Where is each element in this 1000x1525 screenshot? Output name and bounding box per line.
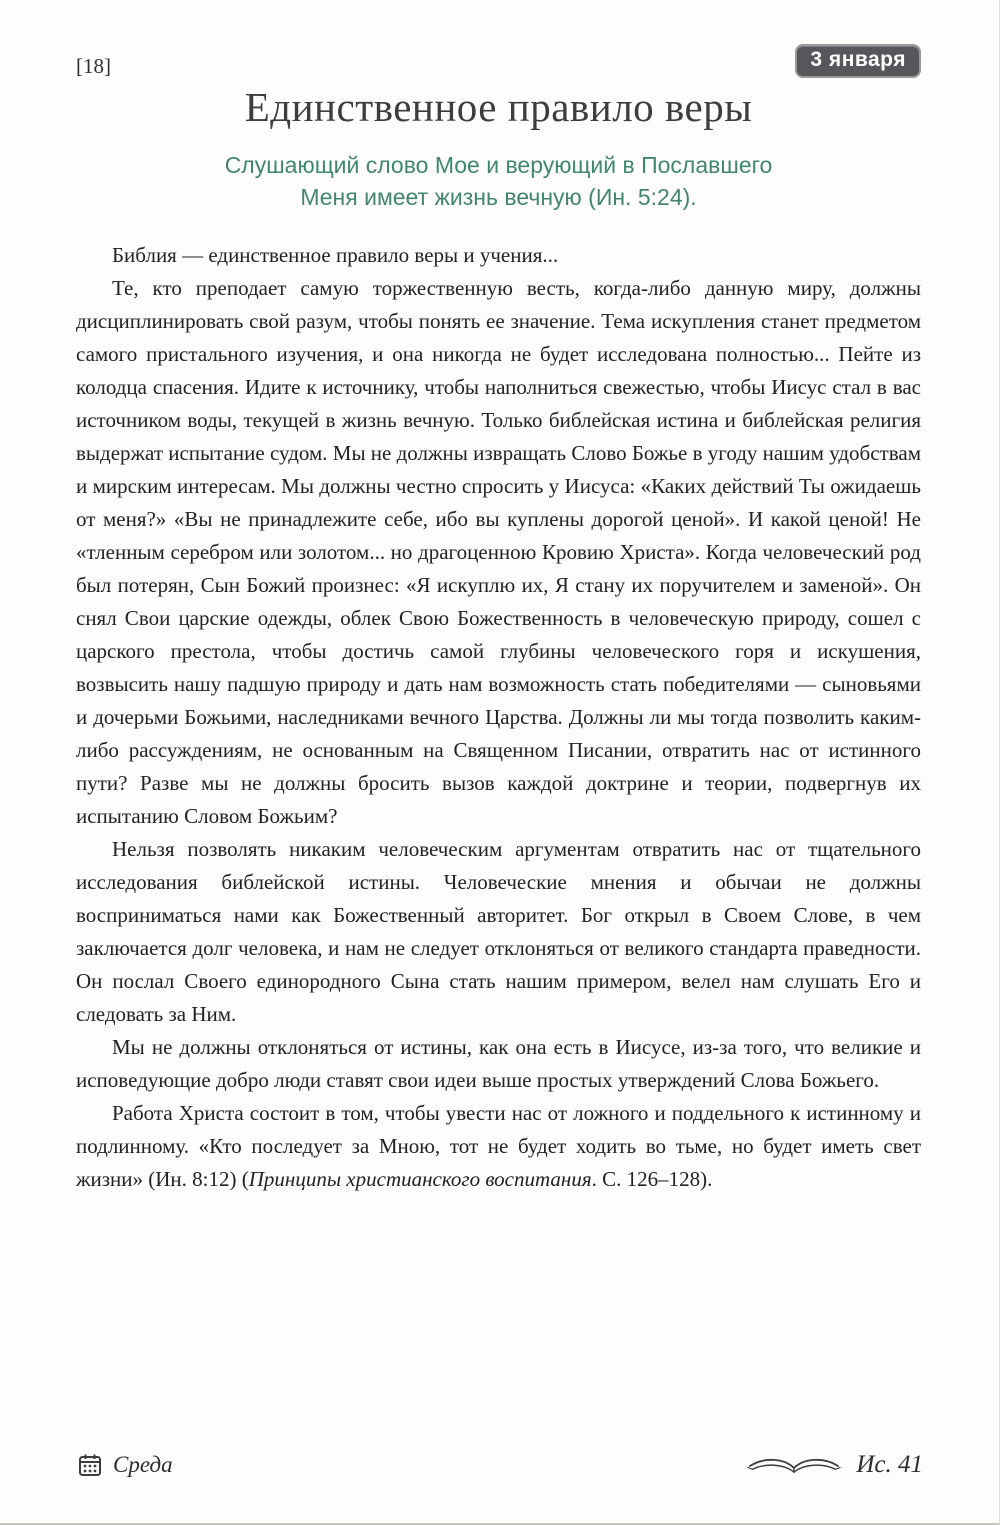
paragraph-2: Те, кто преподает самую торжественную весть, когда-либо данную миру, должны дисциплинировать свой разум, чтобы понять ее значение. Тема искупления станет предметом самого пристального изучения, и она никогда не будет исследована полностью... Пейте из колодца спасения. Идите к источнику, чтобы наполниться свежестью, чтобы Иисус стал в вас источником воды, текущей в жизнь вечную. Только библейская истина и библейская религия выдержат испытание судом. Мы не должны извращать Слово Божье в угоду нашим удобствам и мирским интересам. Мы должны честно спросить у Иисуса: «Каких действий Ты ожидаешь от меня?» «Вы не принадлежите себе, ибо вы куплены дорогой ценой». И какой ценой! Не «тленным серебром или золотом... но драгоценною Кровию Христа». Когда человеческий род был потерян, Сын Божий произнес: «Я искуплю их, Я стану их поручителем и заменой». Он снял Свои царские одежды, облек Свою Божественность в человеческую природу, сошел с царского престола, чтобы достичь самой глубины человеческого горя и искушения, возвысить нашу падшую природу и дать нам возможность стать победителями — сыновьями и дочерьми Божьими, наследниками вечного Царства. Должны ли мы тогда позволить каким-либо рассуждениям, не основанным на Священном Писании, отвратить нас от истинного пути? Разве мы не должны бросить вызов каждой доктрине и теории, подвергнув их испытанию Словом Божьим?	[76, 276, 921, 829]
page-number: [18]	[76, 54, 111, 78]
paragraph-5-tail: . С. 126–128).	[591, 1167, 713, 1192]
footer-reading-group	[746, 1451, 923, 1479]
paragraph-5-text: Работа Христа состоит в том, чтобы увести нас от ложного и поддельного к истинному и подлинному. «Кто последует за Мною, тот не будет ходить во тьме, но будет иметь свет жизни» (Ин. 8:12) (	[76, 1101, 921, 1192]
page-title: Единственное правило веры	[244, 84, 753, 130]
epigraph	[76, 149, 921, 213]
weekday-label: Среда	[113, 1452, 173, 1477]
epigraph-line-2: Меня имеет жизнь вечную (Ин. 5:24).	[300, 184, 697, 211]
page-header	[76, 44, 921, 79]
date-badge: 3 января	[795, 44, 921, 78]
source-title: Принципы христианского воспитания	[248, 1167, 592, 1192]
epigraph-line-1: Слушающий слово Мое и верующий в Пославшего	[224, 152, 773, 178]
paragraph-1: Библия — единственное правило веры и учения...	[112, 243, 559, 268]
scripture-reference: Ис. 41	[856, 1451, 923, 1478]
paragraph-4: Мы не должны отклоняться от истины, как она есть в Иисусе, из-за того, что великие и исповедующие добро люди ставят свои идеи выше простых утверждений Слова Божьего.	[76, 1035, 921, 1093]
paragraph-3: Нельзя позволять никаким человеческим аргументам отвратить нас от тщательного исследования библейской истины. Человеческие мнения и обычаи не должны восприниматься нами как Божественный авторитет. Бог открыл в Своем Слове, в чем заключается долг человека, и нам не следует отклоняться от великого стандарта праведности. Он послал Своего единородного Сына стать нашим примером, велел нам слушать Его и следовать за Ним.	[76, 837, 921, 1027]
open-book-icon	[746, 1451, 842, 1479]
page-footer	[78, 1451, 923, 1479]
footer-weekday-group	[78, 1452, 173, 1478]
body-text	[76, 239, 921, 1196]
paragraph-5	[76, 1097, 921, 1196]
calendar-icon	[78, 1453, 102, 1477]
